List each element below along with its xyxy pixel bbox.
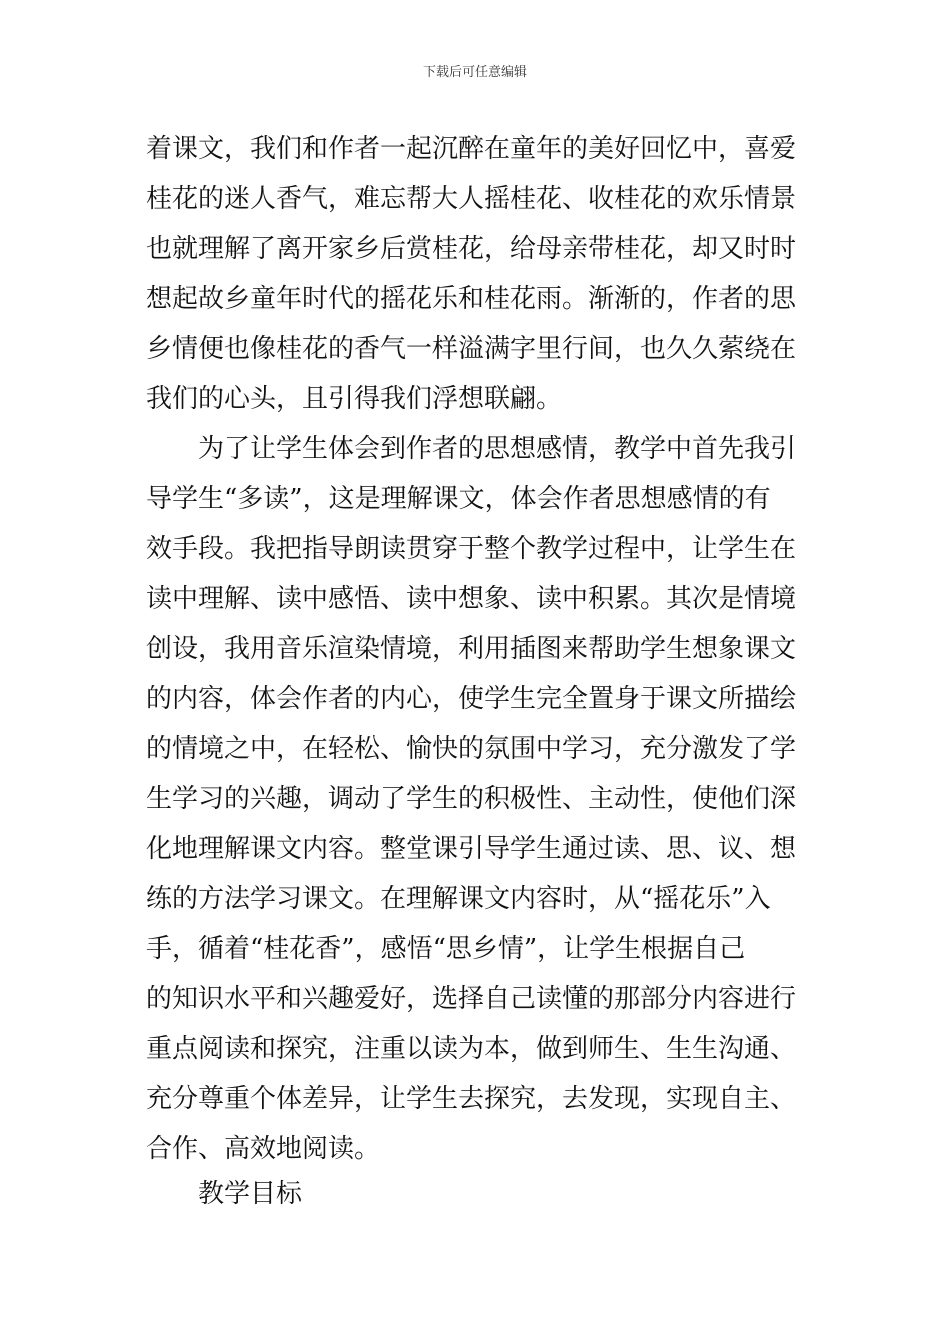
text-line: 效手段。我把指导朗读贯穿于整个教学过程中，让学生在 <box>146 534 797 564</box>
text-line: 想起故乡童年时代的摇花乐和桂花雨。渐渐的，作者的思 <box>146 284 797 314</box>
text-line: 桂花的迷人香气，难忘帮大人摇桂花、收桂花的欢乐情景 <box>146 184 797 214</box>
text-line: 的知识水平和兴趣爱好，选择自己读懂的那部分内容进行 <box>146 984 797 1014</box>
text-line: 的情境之中，在轻松、愉快的氛围中学习，充分激发了学 <box>146 734 797 764</box>
text-line: 化地理解课文内容。整堂课引导学生通过读、思、议、想 <box>146 834 797 864</box>
text-line: 着课文，我们和作者一起沉醉在童年的美好回忆中，喜爱 <box>146 134 797 164</box>
text-line: 导学生“多读”，这是理解课文，体会作者思想感情的有 <box>146 484 771 514</box>
section-heading: 教学目标 <box>198 1179 303 1209</box>
text-line: 重点阅读和探究，注重以读为本，做到师生、生生沟通、 <box>146 1034 797 1064</box>
text-line: 手，循着“桂花香”，感悟“思乡情”，让学生根据自己 <box>146 934 746 964</box>
text-line: 的内容，体会作者的内心，使学生完全置身于课文所描绘 <box>146 684 797 714</box>
text-line: 读中理解、读中感悟、读中想象、读中积累。其次是情境 <box>146 584 797 614</box>
document-body <box>146 124 818 1174</box>
text-line: 充分尊重个体差异，让学生去探究，去发现，实现自主、 <box>146 1084 797 1114</box>
text-line: 练的方法学习课文。在理解课文内容时，从“摇花乐”入 <box>146 884 771 914</box>
text-line: 乡情便也像桂花的香气一样溢满字里行间，也久久萦绕在 <box>146 334 797 364</box>
text-line: 创设，我用音乐渲染情境，利用插图来帮助学生想象课文 <box>146 634 797 664</box>
paragraph-1 <box>146 124 818 424</box>
page-header: 下载后可任意编辑 <box>422 65 527 80</box>
text-line: 也就理解了离开家乡后赏桂花，给母亲带桂花，却又时时 <box>146 234 797 264</box>
text-line: 为了让学生体会到作者的思想感情，教学中首先我引 <box>198 434 797 464</box>
paragraph-2 <box>146 424 818 1174</box>
text-line: 生学习的兴趣，调动了学生的积极性、主动性，使他们深 <box>146 784 797 814</box>
text-line: 我们的心头，且引得我们浮想联翩。 <box>146 384 563 414</box>
text-line: 合作、高效地阅读。 <box>146 1134 381 1164</box>
